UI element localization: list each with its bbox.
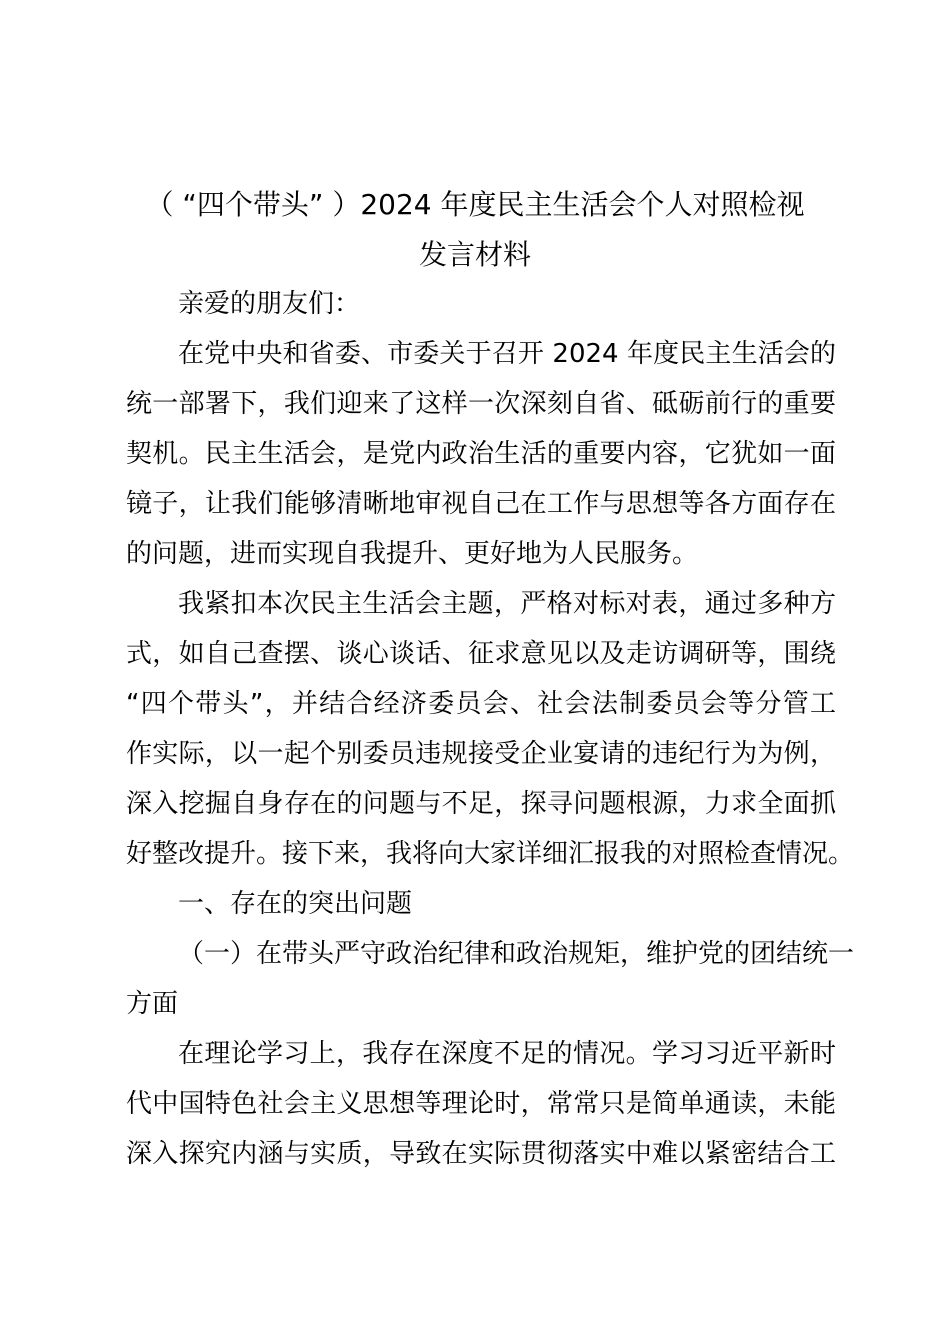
subsection-heading: （一）在带头严守政治纪律和政治规矩，维护党的团结统一 — [178, 939, 855, 969]
paragraph-line: 好整改提升。接下来，我将向大家详细汇报我的对照检查情况。 — [126, 839, 855, 869]
salutation: 亲爱的朋友们： — [178, 289, 361, 319]
document-title-line-1: （ “四个带头” ）2024 年度民主生活会个人对照检视 — [145, 188, 805, 221]
paragraph-line: 代中国特色社会主义思想等理论时，常常只是简单通读，未能 — [126, 1089, 836, 1119]
section-heading: 一、存在的突出问题 — [178, 889, 413, 919]
paragraph-line: 深入探究内涵与实质，导致在实际贯彻落实中难以紧密结合工 — [126, 1139, 836, 1169]
document-title-line-2: 发言材料 — [418, 238, 531, 271]
paragraph-line: 统一部署下，我们迎来了这样一次深刻自省、砥砺前行的重要 — [126, 389, 836, 419]
paragraph-line: 契机。民主生活会，是党内政治生活的重要内容，它犹如一面 — [126, 439, 836, 469]
paragraph-line: 作实际，以一起个别委员违规接受企业宴请的违纪行为为例， — [126, 739, 836, 769]
subsection-heading: 方面 — [126, 989, 179, 1019]
paragraph-line: 在理论学习上，我存在深度不足的情况。学习习近平新时 — [178, 1039, 836, 1069]
paragraph-line: “四个带头”，并结合经济委员会、社会法制委员会等分管工 — [126, 689, 836, 719]
paragraph-line: 镜子，让我们能够清晰地审视自己在工作与思想等各方面存在 — [126, 489, 836, 519]
paragraph-line: 在党中央和省委、市委关于召开 2024 年度民主生活会的 — [178, 339, 836, 369]
paragraph-line: 我紧扣本次民主生活会主题，严格对标对表，通过多种方 — [178, 589, 836, 619]
paragraph-line: 式，如自己查摆、谈心谈话、征求意见以及走访调研等，围绕 — [126, 639, 836, 669]
paragraph-line: 深入挖掘自身存在的问题与不足，探寻问题根源，力求全面抓 — [126, 789, 836, 819]
paragraph-line: 的问题，进而实现自我提升、更好地为人民服务。 — [126, 539, 699, 569]
